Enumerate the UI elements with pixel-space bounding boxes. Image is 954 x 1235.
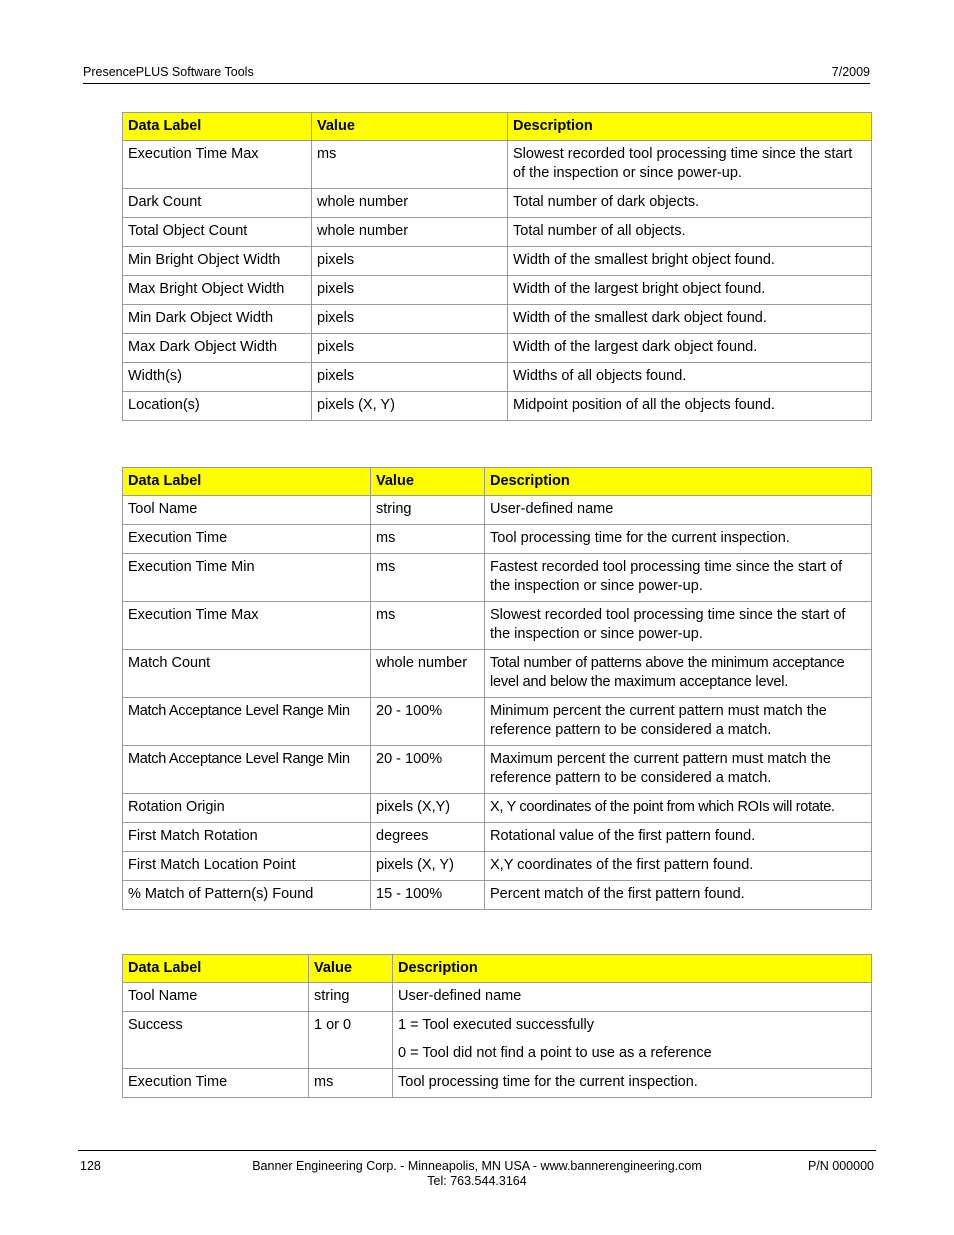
cell-description: Slowest recorded tool processing time since the start of the inspection or since power-up.	[485, 602, 872, 650]
cell-label: Execution Time Max	[123, 602, 371, 650]
cell-description: Width of the largest dark object found.	[508, 334, 872, 363]
cell-label: Match Count	[123, 650, 371, 698]
cell-label: Min Bright Object Width	[123, 247, 312, 276]
table-row	[123, 852, 872, 881]
cell-label: Success	[123, 1012, 309, 1069]
table-row	[123, 1069, 872, 1098]
header-data-label: Data Label	[123, 468, 371, 496]
cell-label: Match Acceptance Level Range Min	[123, 746, 371, 794]
table-row	[123, 276, 872, 305]
cell-description: Width of the smallest dark object found.	[508, 305, 872, 334]
table-row	[123, 554, 872, 602]
data-table-1	[122, 112, 872, 421]
cell-label: Execution Time Min	[123, 554, 371, 602]
table-row	[123, 189, 872, 218]
cell-label: Execution Time	[123, 525, 371, 554]
cell-label: Dark Count	[123, 189, 312, 218]
cell-value: pixels	[312, 247, 508, 276]
table-row	[123, 698, 872, 746]
cell-value: pixels (X, Y)	[371, 852, 485, 881]
cell-description: Midpoint position of all the objects found.	[508, 392, 872, 421]
cell-description: X, Y coordinates of the point from which ROIs will rotate.	[485, 794, 872, 823]
cell-label: Location(s)	[123, 392, 312, 421]
header-description: Description	[508, 113, 872, 141]
description-line-2: 0 = Tool did not find a point to use as a reference	[398, 1045, 712, 1061]
table-row	[123, 392, 872, 421]
cell-description	[393, 1012, 872, 1069]
part-number: P/N 000000	[807, 1159, 874, 1173]
table-row	[123, 305, 872, 334]
cell-description: Widths of all objects found.	[508, 363, 872, 392]
cell-description: User-defined name	[393, 983, 872, 1012]
cell-value: ms	[312, 141, 508, 189]
cell-value: pixels (X,Y)	[371, 794, 485, 823]
header-description: Description	[393, 955, 872, 983]
cell-label: First Match Location Point	[123, 852, 371, 881]
cell-label: Total Object Count	[123, 218, 312, 247]
description-line-1: 1 = Tool executed successfully	[398, 1017, 594, 1033]
cell-value: pixels (X, Y)	[312, 392, 508, 421]
cell-description: Total number of patterns above the minimum acceptance level and below the maximum acceptance level.	[485, 650, 872, 698]
cell-value: pixels	[312, 334, 508, 363]
table-row	[123, 247, 872, 276]
cell-description: Rotational value of the first pattern found.	[485, 823, 872, 852]
cell-description: Fastest recorded tool processing time since the start of the inspection or since power-up.	[485, 554, 872, 602]
cell-value: pixels	[312, 363, 508, 392]
table-row	[123, 218, 872, 247]
cell-description: Width of the largest bright object found.	[508, 276, 872, 305]
cell-label: Execution Time Max	[123, 141, 312, 189]
cell-value: ms	[371, 525, 485, 554]
cell-description: Percent match of the first pattern found.	[485, 881, 872, 910]
page-footer	[78, 1150, 876, 1191]
cell-description: Width of the smallest bright object found.	[508, 247, 872, 276]
header-data-label: Data Label	[123, 113, 312, 141]
header-value: Value	[312, 113, 508, 141]
cell-value: string	[309, 983, 393, 1012]
header-value: Value	[309, 955, 393, 983]
cell-value: whole number	[312, 218, 508, 247]
cell-description: X,Y coordinates of the first pattern found.	[485, 852, 872, 881]
table-header-row	[123, 113, 872, 141]
cell-label: Execution Time	[123, 1069, 309, 1098]
table-row	[123, 1012, 872, 1069]
cell-value: pixels	[312, 305, 508, 334]
header-date: 7/2009	[831, 65, 870, 79]
cell-description: Minimum percent the current pattern must match the reference pattern to be considered a match.	[485, 698, 872, 746]
cell-value: 20 - 100%	[371, 698, 485, 746]
footer-center	[78, 1159, 876, 1189]
cell-label: % Match of Pattern(s) Found	[123, 881, 371, 910]
cell-description: Slowest recorded tool processing time since the start of the inspection or since power-up.	[508, 141, 872, 189]
cell-label: Tool Name	[123, 496, 371, 525]
cell-description: Tool processing time for the current inspection.	[485, 525, 872, 554]
cell-label: First Match Rotation	[123, 823, 371, 852]
cell-value: whole number	[371, 650, 485, 698]
cell-value: whole number	[312, 189, 508, 218]
header-description: Description	[485, 468, 872, 496]
cell-value: ms	[309, 1069, 393, 1098]
cell-description: Total number of all objects.	[508, 218, 872, 247]
cell-label: Tool Name	[123, 983, 309, 1012]
header-title: PresencePLUS Software Tools	[83, 65, 254, 79]
cell-description: Total number of dark objects.	[508, 189, 872, 218]
cell-label: Max Bright Object Width	[123, 276, 312, 305]
table-row	[123, 794, 872, 823]
data-table-3	[122, 954, 872, 1098]
cell-value: ms	[371, 602, 485, 650]
cell-label: Rotation Origin	[123, 794, 371, 823]
cell-value: pixels	[312, 276, 508, 305]
table-row	[123, 525, 872, 554]
table-row	[123, 881, 872, 910]
cell-description: User-defined name	[485, 496, 872, 525]
table-row	[123, 823, 872, 852]
table-row	[123, 141, 872, 189]
cell-label: Width(s)	[123, 363, 312, 392]
table-row	[123, 602, 872, 650]
cell-label: Min Dark Object Width	[123, 305, 312, 334]
page-header	[83, 64, 870, 84]
cell-label: Match Acceptance Level Range Min	[123, 698, 371, 746]
footer-tel: Tel: 763.544.3164	[427, 1174, 527, 1188]
cell-value: string	[371, 496, 485, 525]
cell-value: 15 - 100%	[371, 881, 485, 910]
cell-value: degrees	[371, 823, 485, 852]
header-value: Value	[371, 468, 485, 496]
table-header-row	[123, 468, 872, 496]
footer-company: Banner Engineering Corp. - Minneapolis, MN USA - www.bannerengineering.com	[252, 1159, 702, 1173]
cell-description: Maximum percent the current pattern must match the reference pattern to be considered a match.	[485, 746, 872, 794]
page-number: 128	[80, 1159, 101, 1173]
table-row	[123, 983, 872, 1012]
table-row	[123, 334, 872, 363]
data-table-2	[122, 467, 872, 910]
table-header-row	[123, 955, 872, 983]
cell-value: 20 - 100%	[371, 746, 485, 794]
table-row	[123, 363, 872, 392]
cell-value: 1 or 0	[309, 1012, 393, 1069]
cell-value: ms	[371, 554, 485, 602]
cell-description: Tool processing time for the current inspection.	[393, 1069, 872, 1098]
cell-label: Max Dark Object Width	[123, 334, 312, 363]
header-data-label: Data Label	[123, 955, 309, 983]
table-row	[123, 650, 872, 698]
table-row	[123, 496, 872, 525]
table-row	[123, 746, 872, 794]
